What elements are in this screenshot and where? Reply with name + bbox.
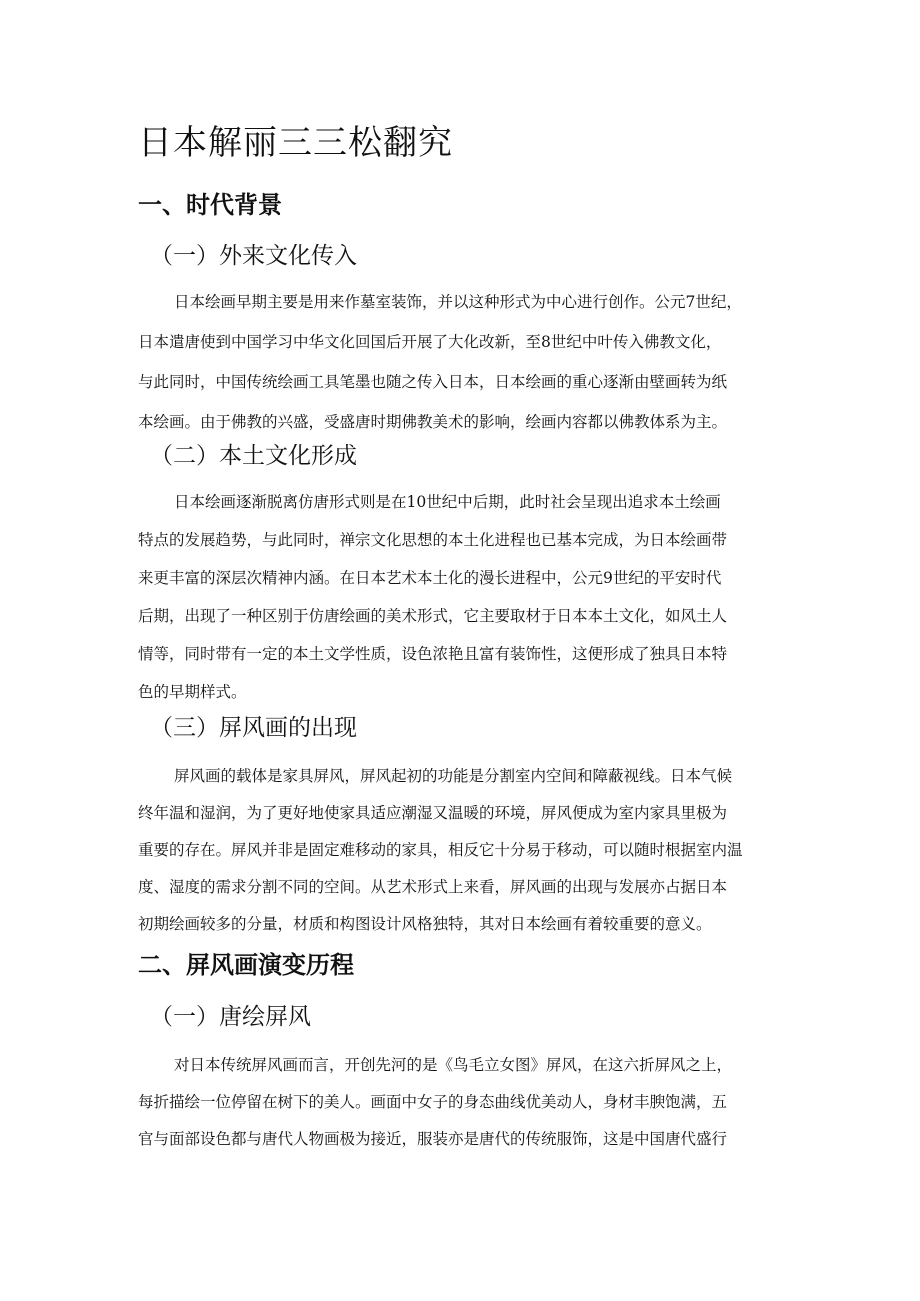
section-heading: 二、屏风画演变历程 bbox=[138, 951, 354, 979]
paragraph-line: 后期，出现了一种区别于仿唐绘画的美术形式，它主要取材于日本本土文化，如风土人 bbox=[138, 607, 728, 625]
paragraph-line: 来更丰富的深层次精神内涵。在日本艺术本土化的漫长进程中，公元9世纪的平安时代 bbox=[138, 569, 722, 587]
subsection-heading: （三）屏风画的出现 bbox=[150, 715, 357, 741]
paragraph-line: 终年温和湿润，为了更好地使家具适应潮湿又温暖的环境，屏风便成为室内家具里极为 bbox=[138, 804, 728, 822]
paragraph-line: 屏风画的载体是家具屏风，屏风起初的功能是分割室内空间和障蔽视线。日本气候 bbox=[174, 767, 733, 785]
paragraph-line: 色的早期样式。 bbox=[138, 683, 247, 701]
subsection-heading: （二）本土文化形成 bbox=[150, 443, 357, 469]
subsection-heading: （一）唐绘屏风 bbox=[150, 1004, 311, 1030]
paragraph-line: 本绘画。由于佛教的兴盛，受盛唐时期佛教美术的影响，绘画内容都以佛教体系为主。 bbox=[138, 413, 728, 431]
paragraph-line: 官与面部设色都与唐代人物画极为接近，服装亦是唐代的传统服饰，这是中国唐代盛行 bbox=[138, 1130, 728, 1148]
section-heading: 一、时代背景 bbox=[138, 191, 282, 219]
paragraph-line: 每折描绘一位停留在树下的美人。画面中女子的身态曲线优美动人，身材丰腴饱满，五 bbox=[138, 1093, 728, 1111]
subsection-heading: （一）外来文化传入 bbox=[150, 243, 357, 269]
paragraph-line: 特点的发展趋势，与此同时，禅宗文化思想的本土化进程也已基本完成，为日本绘画带 bbox=[138, 531, 728, 549]
paragraph-line: 初期绘画较多的分量，材质和构图设计风格独特，其对日本绘画有着较重要的意义。 bbox=[138, 915, 712, 933]
paragraph-line: 与此同时，中国传统绘画工具笔墨也随之传入日本，日本绘画的重心逐渐由壁画转为纸 bbox=[138, 373, 728, 391]
paragraph-line: 情等，同时带有一定的本土文学性质，设色浓艳且富有装饰性，这便形成了独具日本特 bbox=[138, 645, 728, 663]
paragraph-line: 日本遣唐使到中国学习中华文化回国后开展了大化改新，至8世纪中叶传入佛教文化， bbox=[138, 333, 722, 351]
paragraph-line: 日本绘画逐渐脱离仿唐形式则是在10世纪中后期，此时社会呈现出追求本土绘画 bbox=[174, 493, 721, 511]
paragraph-line: 重要的存在。屏风并非是固定难移动的家具，相反它十分易于移动，可以随时根据室内温 bbox=[138, 841, 743, 859]
paragraph-line: 日本绘画早期主要是用来作墓室装饰，并以这种形式为中心进行创作。公元7世纪， bbox=[174, 293, 742, 311]
paragraph-line: 对日本传统屏风画而言，开创先河的是《鸟毛立女图》屏风，在这六折屏风之上， bbox=[174, 1056, 733, 1074]
document-title: 日本解丽三三松翻究 bbox=[138, 123, 453, 163]
paragraph-line: 度、湿度的需求分割不同的空间。从艺术形式上来看，屏风画的出现与发展亦占据日本 bbox=[138, 878, 728, 896]
